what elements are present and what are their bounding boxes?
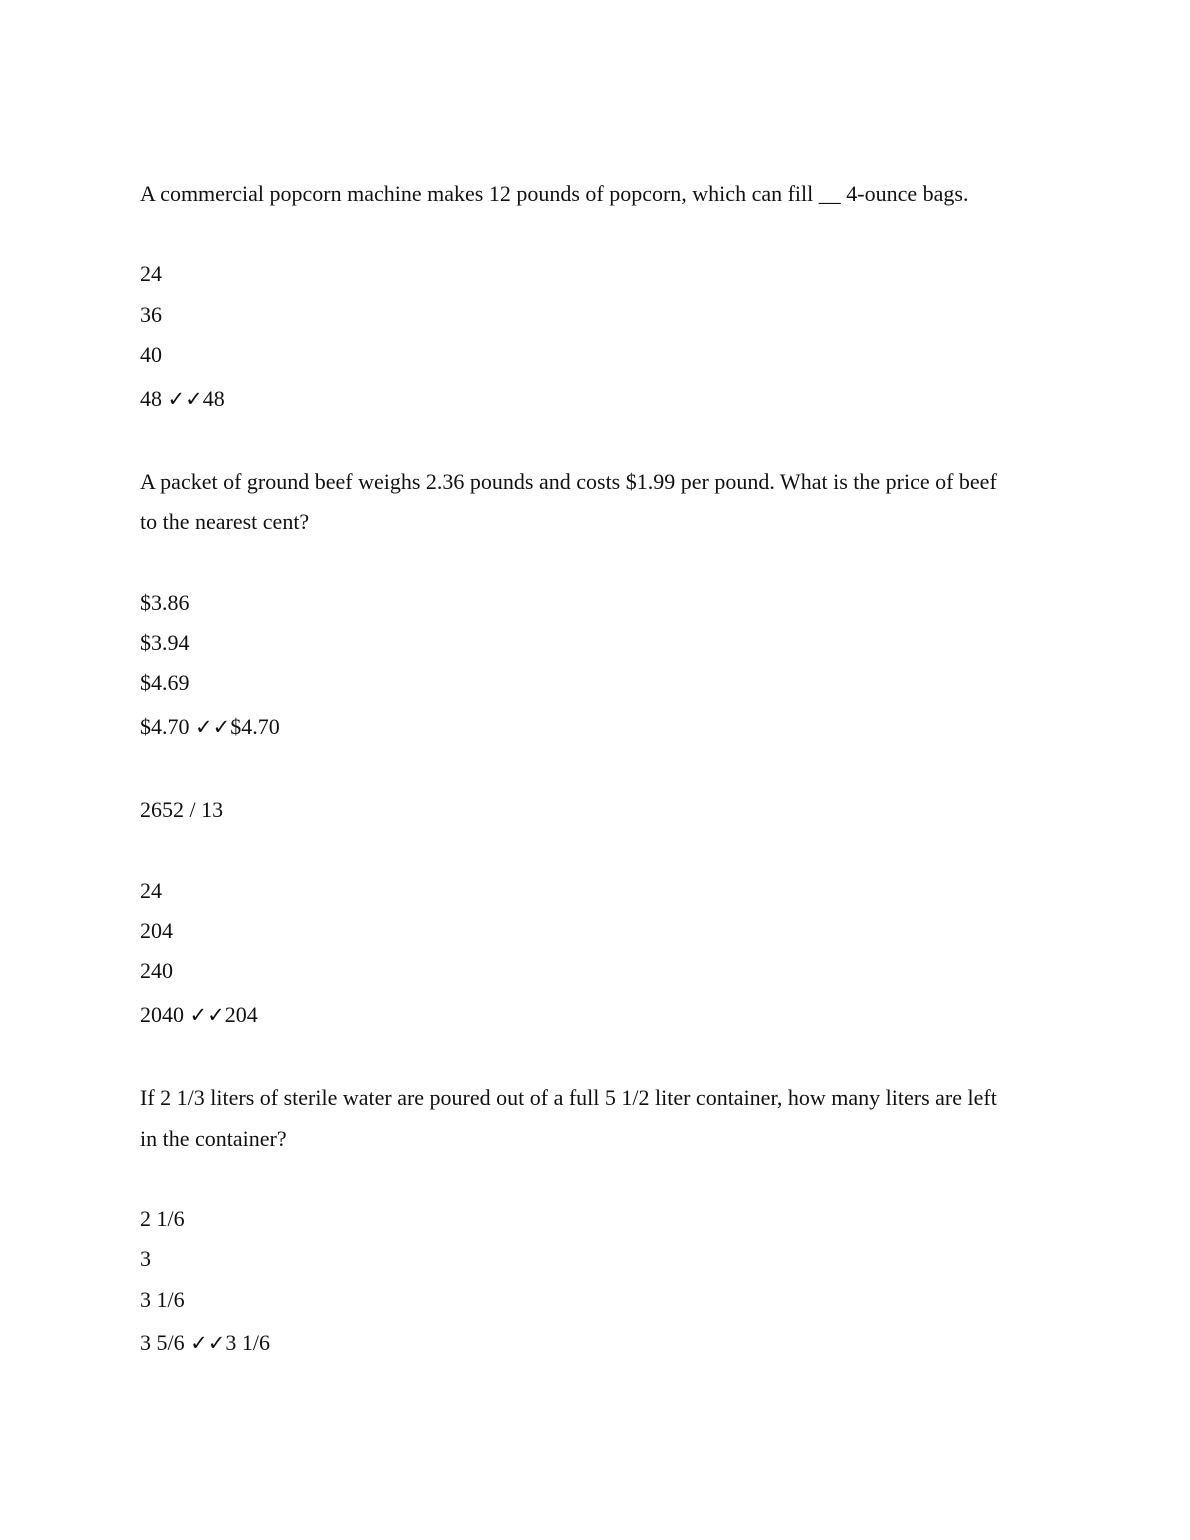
question-2-option-3: $4.69	[140, 670, 190, 695]
question-4-answer: 3 1/6	[225, 1330, 270, 1355]
question-3-option-2: 204	[140, 918, 173, 943]
question-3-option-1: 24	[140, 878, 162, 903]
question-2-answer-line	[140, 714, 280, 740]
question-3-prompt-line-1: 2652 / 13	[140, 797, 224, 822]
question-3-option-4: 2040	[140, 1002, 184, 1027]
question-4-prompt-line-1: If 2 1/3 liters of sterile water are poured out of a full 5 1/2 liter container, how many liters are left	[140, 1085, 997, 1110]
question-4-prompt-line-2: in the container?	[140, 1126, 287, 1151]
question-4-option-3: 3 1/6	[140, 1287, 185, 1312]
question-3-answer-line	[140, 1002, 258, 1028]
question-2-prompt-line-1: A packet of ground beef weighs 2.36 pounds and costs $1.99 per pound. What is the price of beef	[140, 469, 997, 494]
question-2-answer: $4.70	[230, 714, 280, 739]
double-check-icon: ✓✓	[189, 1003, 225, 1027]
question-3-answer: 204	[224, 1002, 258, 1027]
double-check-icon: ✓✓	[167, 387, 203, 411]
question-4-option-1: 2 1/6	[140, 1206, 185, 1231]
question-1-answer: 48	[202, 386, 225, 411]
question-2-option-2: $3.94	[140, 630, 190, 655]
question-1-prompt-line-1: A commercial popcorn machine makes 12 pounds of popcorn, which can fill __ 4-ounce bags.	[140, 181, 969, 206]
double-check-icon: ✓✓	[195, 715, 231, 739]
question-2-option-4: $4.70	[140, 714, 190, 739]
question-1-option-4: 48	[140, 386, 162, 411]
question-3-option-3: 240	[140, 958, 173, 983]
question-4-answer-line	[140, 1330, 270, 1356]
question-4-option-2: 3	[140, 1246, 151, 1271]
double-check-icon: ✓✓	[190, 1331, 226, 1355]
question-4-option-4: 3 5/6	[140, 1330, 185, 1355]
question-1-option-3: 40	[140, 342, 162, 367]
question-1-option-2: 36	[140, 302, 162, 327]
question-2-prompt-line-2: to the nearest cent?	[140, 509, 310, 534]
question-1-option-1: 24	[140, 261, 162, 286]
question-2-option-1: $3.86	[140, 590, 190, 615]
question-1-answer-line	[140, 386, 225, 412]
